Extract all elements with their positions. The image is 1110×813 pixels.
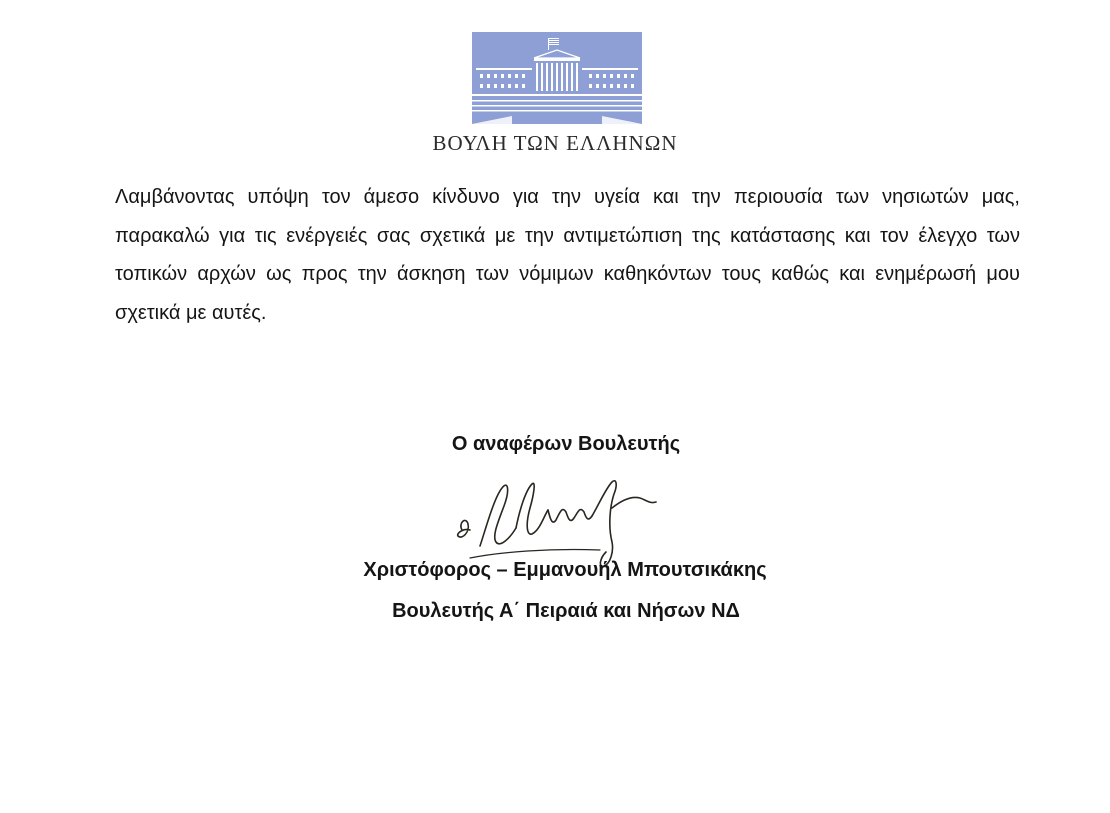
letterhead xyxy=(0,0,1110,170)
body-paragraph: Λαμβάνοντας υπόψη τον άμεσο κίνδυνο για την υγεία και την περιουσία των νησιωτών μας, παρακαλώ για τις ενέργειές σας σχετικά με την αντιμετώπιση της κατάστασης και τον έλεγχο των τοπικών αρχών ως προς την άσκηση των νόμιμων καθηκόντων τους καθώς και ενημέρωσή μου σχετικά με αυτές. xyxy=(115,186,1020,324)
signer-title: Ο αναφέρων Βουλευτής xyxy=(451,433,681,455)
signer-role: Βουλευτής Α΄ Πειραιά και Νήσων ΝΔ xyxy=(392,600,740,622)
handwritten-signature xyxy=(440,468,680,573)
parliament-building-icon xyxy=(472,32,642,124)
signer-name: Χριστόφορος – Εμμανουήλ Μπουτσικάκης xyxy=(363,559,767,581)
institution-name: ΒΟΥΛΗ ΤΩΝ ΕΛΛΗΝΩΝ xyxy=(432,131,678,155)
